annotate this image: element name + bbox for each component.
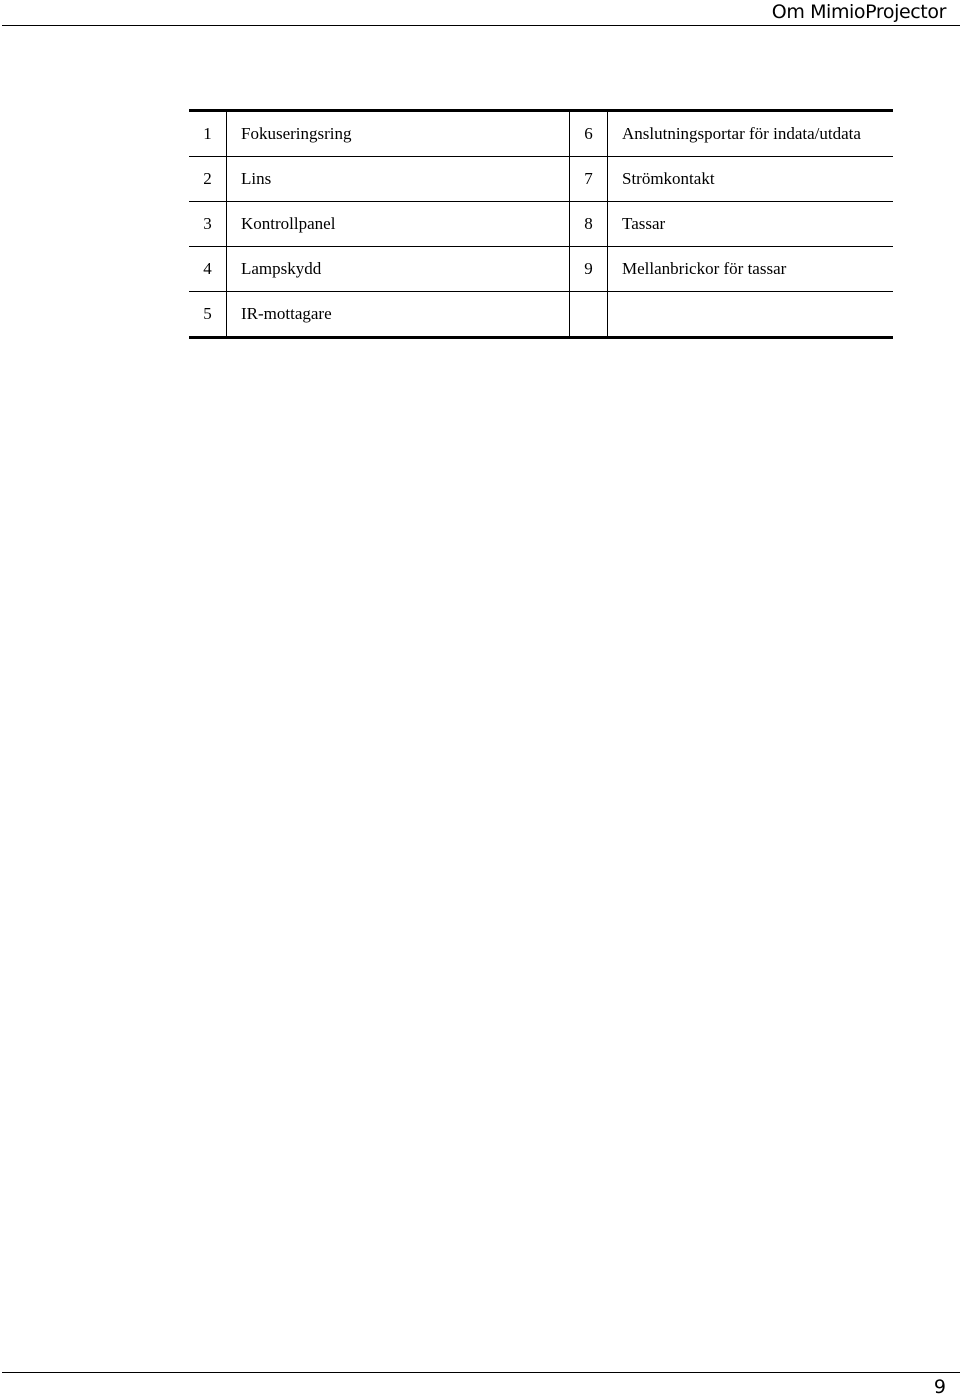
footer-divider — [2, 1372, 960, 1373]
table-row — [189, 247, 893, 292]
table-row — [189, 157, 893, 202]
part-label: Tassar — [608, 202, 894, 247]
part-label: Anslutningsportar för indata/utdata — [608, 111, 894, 157]
part-number: 3 — [189, 202, 227, 247]
part-label: Mellanbrickor för tassar — [608, 247, 894, 292]
part-number — [570, 292, 608, 338]
part-number: 8 — [570, 202, 608, 247]
parts-table — [189, 109, 893, 339]
table-row — [189, 111, 893, 157]
part-label: Lins — [227, 157, 570, 202]
part-number: 5 — [189, 292, 227, 338]
table-row — [189, 292, 893, 338]
part-number: 4 — [189, 247, 227, 292]
part-label — [608, 292, 894, 338]
part-label: Kontrollpanel — [227, 202, 570, 247]
part-number: 1 — [189, 111, 227, 157]
part-number: 9 — [570, 247, 608, 292]
part-number: 7 — [570, 157, 608, 202]
part-label: IR-mottagare — [227, 292, 570, 338]
part-label: Lampskydd — [227, 247, 570, 292]
header-divider — [2, 25, 960, 26]
table-row — [189, 202, 893, 247]
page-header-title: Om MimioProjector — [771, 1, 946, 23]
part-number: 6 — [570, 111, 608, 157]
part-label: Fokuseringsring — [227, 111, 570, 157]
part-label: Strömkontakt — [608, 157, 894, 202]
part-number: 2 — [189, 157, 227, 202]
page-number: 9 — [933, 1376, 946, 1398]
parts-table-body — [189, 111, 893, 338]
